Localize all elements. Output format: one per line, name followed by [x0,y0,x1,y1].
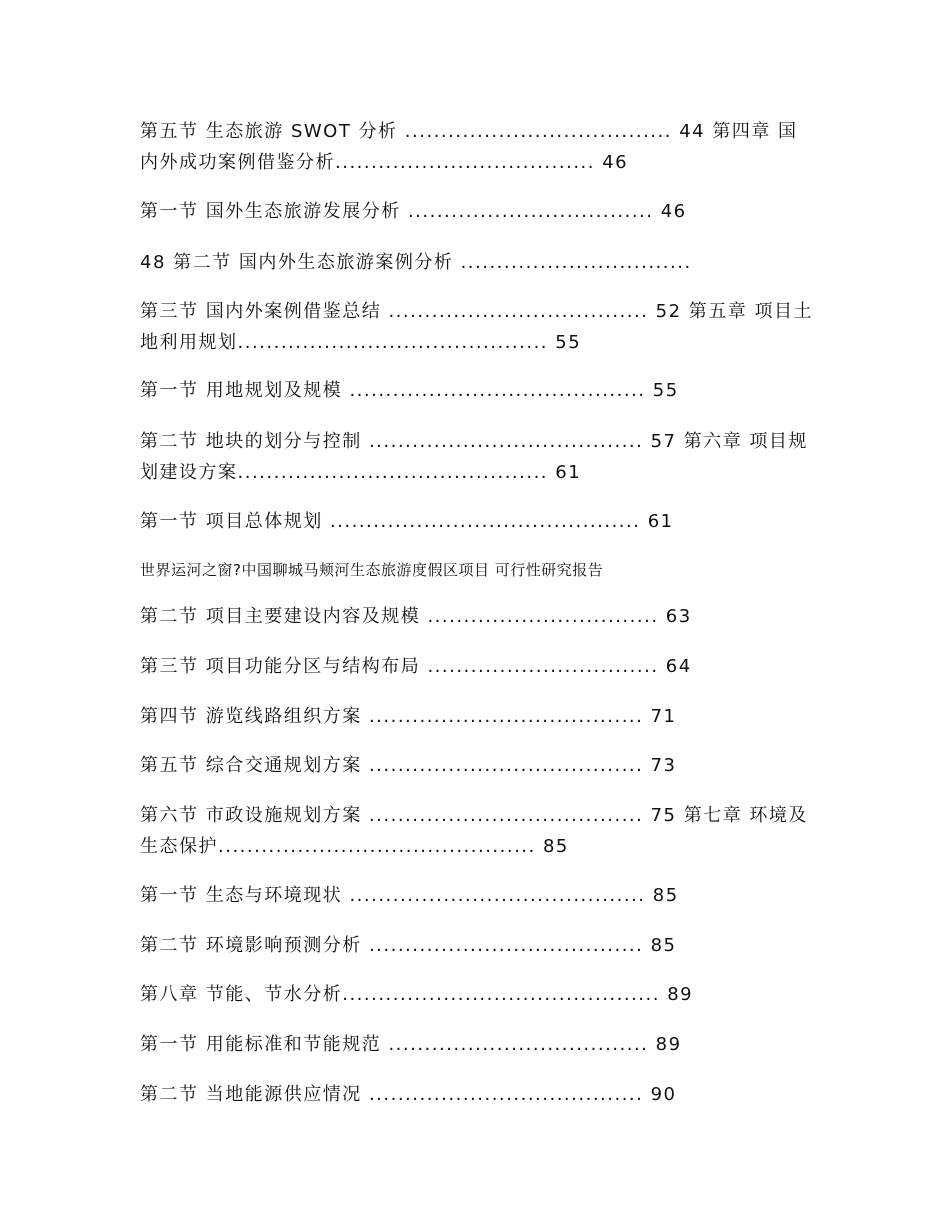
toc-entry[interactable]: 第二节 环境影响预测分析 ...................................... 85 [140,935,677,956]
toc-entry[interactable]: 48 第二节 国内外生态旅游案例分析 ................................ [140,252,692,273]
toc-entry[interactable]: 第三节 国内外案例借鉴总结 .................................... 52 第五章 项目土地利用规划........................................... 55 [140,301,813,353]
toc-entry[interactable]: 第一节 用地规划及规模 ......................................... 55 [140,380,679,401]
document-header-note: 世界运河之窗?中国聊城马颊河生态旅游度假区项目 可行性研究报告 [140,561,604,579]
toc-entry[interactable]: 第五节 综合交通规划方案 ...................................... 73 [140,755,677,776]
toc-entry[interactable]: 第八章 节能、节水分析............................................ 89 [140,984,694,1005]
toc-entry[interactable]: 第二节 地块的划分与控制 ...................................... 57 第六章 项目规划建设方案........................................... 61 [140,431,808,483]
toc-entry[interactable]: 第六节 市政设施规划方案 ...................................... 75 第七章 环境及生态保护............................................ 85 [140,805,808,857]
toc-entry[interactable]: 第一节 项目总体规划 ........................................... 61 [140,511,674,532]
toc-entry[interactable]: 第五节 生态旅游 SWOT 分析 ..................................... 44 第四章 国内外成功案例借鉴分析.................................... 46 [140,121,798,173]
toc-entry[interactable]: 第一节 用能标准和节能规范 .................................... 89 [140,1034,682,1055]
toc-entry[interactable]: 第一节 生态与环境现状 ......................................... 85 [140,885,679,906]
toc-entry[interactable]: 第一节 国外生态旅游发展分析 .................................. 46 [140,201,687,222]
toc-entry[interactable]: 第二节 当地能源供应情况 ...................................... 90 [140,1084,677,1105]
toc-entry[interactable]: 第二节 项目主要建设内容及规模 ................................ 63 [140,606,692,627]
toc-entry[interactable]: 第四节 游览线路组织方案 ...................................... 71 [140,706,677,727]
toc-entry[interactable]: 第三节 项目功能分区与结构布局 ................................ 64 [140,656,692,677]
